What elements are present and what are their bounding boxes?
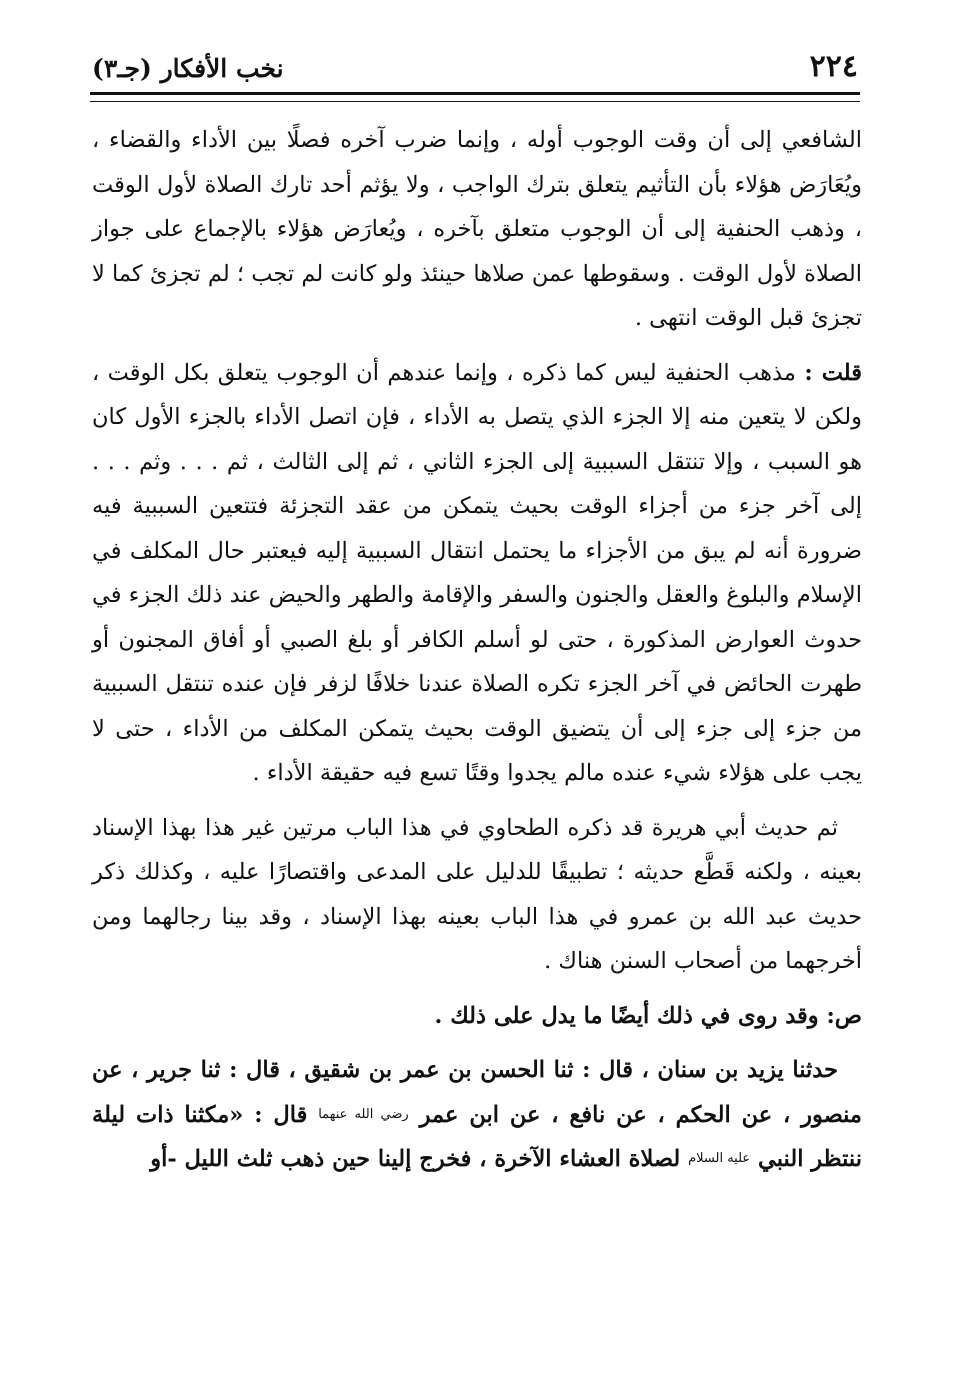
page-number: ٢٢٤ — [809, 49, 858, 84]
hadith-chain-text: حدثنا يزيد بن سنان ، قال : ثنا الحسن بن عمر بن شقيق ، قال : ثنا جرير ، عن منصور ، عن الحكم ، عن نافع ، عن ابن عمر — [92, 1057, 862, 1128]
header-rule — [90, 92, 860, 102]
paragraph-text: مذهب الحنفية ليس كما ذكره ، وإنما عندهم أن الوجوب يتعلق بكل الوقت ، ولكن لا يتعين منه إلا الجزء الذي يتصل به الأداء ، فإن اتصل الأداء بالجزء الأول كان هو السبب ، وإلا تنتقل السببية إلى الجزء الثاني ، ثم إلى الثالث ، ثم . . . وثم . . . إلى آخر جزء من أجزاء الوقت بحيث يتمكن من عقد التجزئة فتتعين السببية فيه ضرورة أنه لم يبق من الأجزاء ما يحتمل انتقال السببية إليه فيعتبر حال المكلف في الإسلام والبلوغ والعقل والجنون والسفر والإقامة والطهر والحيض عند ذلك الجزء في حدوث العوارض المذكورة ، حتى لو أسلم الكافر أو بلغ الصبي أو أفاق المجنون أو طهرت الحائض في آخر الجزء تكره الصلاة عندنا خلافًا لزفر فإن عنده تنتقل السببية من جزء إلى جزء إلى أن يتضيق الوقت بحيث يتمكن المكلف من الأداء ، حتى لا يجب على هؤلاء شيء عنده مالم يجدوا وقتًا تسع فيه حقيقة الأداء . — [92, 359, 862, 786]
paragraph-text-heading — [92, 994, 862, 1039]
paragraph-text: الشافعي إلى أن وقت الوجوب أوله ، وإنما ضرب آخره فصلًا بين الأداء والقضاء ، ويُعَارَض هؤلاء بأن التأثيم يتعلق بترك الواجب ، ولا يؤثم أحد تارك الصلاة لأول الوقت ، وذهب الحنفية إلى أن الوجوب متعلق بآخره ، ويُعارَض هؤلاء بالإجماع على جواز الصلاة لأول الوقت . وسقوطها عمن صلاها حينئذ ولو كانت لم تجب ؛ لم تجزئ كما لا تجزئ قبل الوقت انتهى . — [92, 127, 862, 331]
paragraph-abu-hurayra — [92, 806, 862, 984]
paragraph-shafii-view — [92, 118, 862, 341]
qultu-label: قلت : — [804, 359, 863, 386]
hadith-text: قال : «مكثنا ذات ليلة ننتظر النبي — [92, 1101, 862, 1172]
honorific-glyph: رضي الله عنهما — [318, 1106, 409, 1122]
book-title: نخب الأفكار (جـ٣) — [92, 54, 284, 83]
paragraph-text: ثم حديث أبي هريرة قد ذكره الطحاوي في هذا الباب مرتين غير هذا بهذا الإسناد بعينه ، ولكنه قَطَّع حديثه ؛ تطبيقًا للدليل على المدعى واقتصارًا عليه ، وكذلك ذكر حديث عبد الله بن عمرو في هذا الباب بعينه بهذا الإسناد ، وقد بينا رجالهما ومن أخرجهما من أصحاب السنن هناك . — [92, 814, 862, 974]
body-text — [92, 118, 862, 1182]
paragraph-text: ص: وقد روى في ذلك أيضًا ما يدل على ذلك . — [434, 1002, 862, 1029]
paragraph-hadith-chain — [92, 1048, 862, 1182]
hadith-text-continued: لصلاة العشاء الآخرة ، فخرج إلينا حين ذهب ثلث الليل -أو — [150, 1146, 681, 1172]
running-header — [92, 48, 858, 88]
honorific-glyph: عليه السلام — [688, 1151, 751, 1166]
paragraph-qultu — [92, 351, 862, 796]
